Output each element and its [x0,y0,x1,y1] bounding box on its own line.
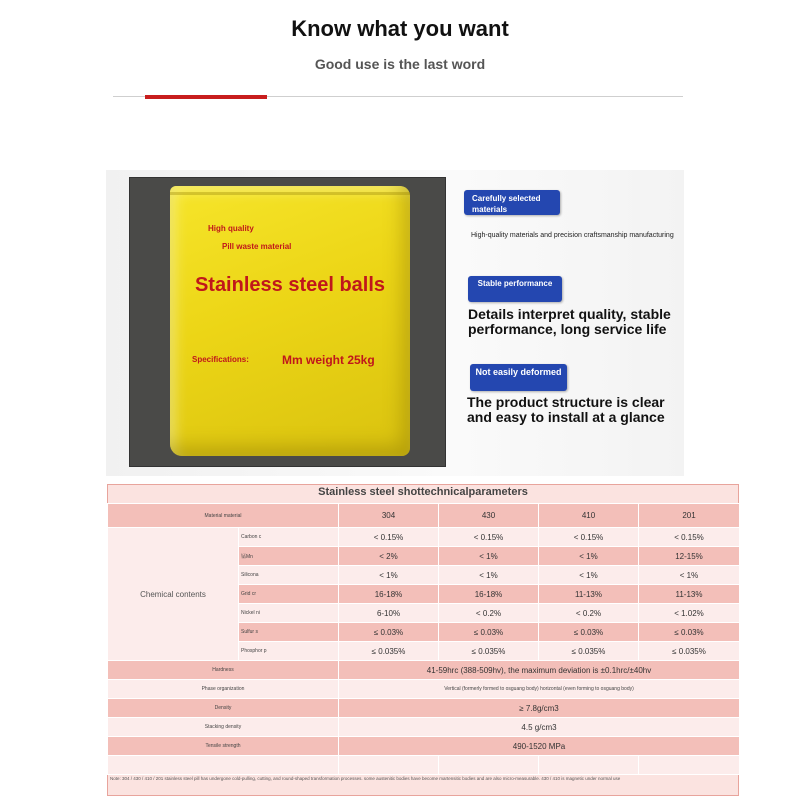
element-label: Grid cr [239,585,339,604]
feature-badge-materials: Carefully selected materials [464,190,560,215]
table-cell: ≤ 0.035% [339,642,439,661]
table-row [108,528,740,547]
table-cell: 16-18% [339,585,439,604]
property-value: ≥ 7.8g/cm3 [339,699,740,718]
element-label: Phosphor p [239,642,339,661]
page-title: Know what you want [291,16,509,41]
property-value: 41-59hrc (388-509hv), the maximum deviation is ±0.1hrc/±40hv [339,661,740,680]
property-value: Vertical (formerly formed to osguang body) horizontal (even forming to osguang body) [339,680,740,699]
table-cell: 11-13% [539,585,639,604]
bag-pill-waste: Pill waste material [222,242,292,251]
element-label: Sulfur s [239,623,339,642]
table-cell: 6-10% [339,604,439,623]
table-cell: < 0.15% [639,528,740,547]
element-label: Carbon c [239,528,339,547]
table-cell: < 1% [439,547,539,566]
table-row [108,718,740,737]
grade-201: 201 [639,504,740,528]
table-cell: 11-13% [639,585,740,604]
feature-badge-performance: Stable performance [468,276,562,302]
table-cell: < 1.02% [639,604,740,623]
feature-badge-deformed: Not easily deformed [470,364,567,391]
element-label: Nickel ni [239,604,339,623]
element-label: 锰Mn [239,547,339,566]
table-cell: < 1% [639,566,740,585]
feature-text-performance: Details interpret quality, stable performance, long service life [468,306,671,337]
property-label: Tensile strength [108,737,339,756]
table-cell: < 0.15% [539,528,639,547]
table-row [108,661,740,680]
bag-seam [170,192,410,195]
table-cell: ≤ 0.035% [439,642,539,661]
bag-high-quality: High quality [208,224,254,233]
table-cell: < 0.15% [339,528,439,547]
property-label: Hardness [108,661,339,680]
divider-accent [145,95,267,99]
bag-spec-label: Specifications: [192,355,249,364]
spec-table [107,503,740,775]
property-label: Phase organization [108,680,339,699]
element-label: Silicona [239,566,339,585]
yellow-bag [170,186,410,456]
property-label: Stacking density [108,718,339,737]
table-cell: < 2% [339,547,439,566]
table-cell: < 0.15% [439,528,539,547]
table-cell: 12-15% [639,547,740,566]
product-photo [129,177,446,467]
table-row [108,699,740,718]
table-cell: < 0.2% [539,604,639,623]
table-header-row [108,504,740,528]
table-note: Note: 304 / 430 / 410 / 201 stainless steel pill has undergone cold-pulling, cutting, and round-shaped transformation processes. some austenitic bodies have become martensitic bodies and are also micro-measurable. 430 / 410 is magnetic under normal use [110,776,621,781]
feature-text-materials: High-quality materials and precision craftsmanship manufacturing [471,232,674,239]
table-cell: ≤ 0.035% [539,642,639,661]
table-cell: ≤ 0.035% [639,642,740,661]
table-row-empty [108,756,740,775]
table-cell: ≤ 0.03% [439,623,539,642]
table-cell: < 0.2% [439,604,539,623]
grade-304: 304 [339,504,439,528]
chemical-contents-label: Chemical contents [108,528,239,661]
grade-410: 410 [539,504,639,528]
feature-text-deformed: The product structure is clear and easy to install at a glance [467,394,665,425]
spec-table-title: Stainless steel shottechnicalparameters [318,486,528,498]
table-row [108,737,740,756]
table-cell: ≤ 0.03% [339,623,439,642]
table-cell: < 1% [439,566,539,585]
grade-430: 430 [439,504,539,528]
table-cell: < 1% [539,547,639,566]
page-subtitle: Good use is the last word [314,56,486,72]
bag-product-name: Stainless steel balls [194,274,386,296]
table-cell: ≤ 0.03% [639,623,740,642]
property-value: 4.5 g/cm3 [339,718,740,737]
table-cell: < 1% [339,566,439,585]
table-row [108,680,740,699]
bag-weight: Mm weight 25kg [282,353,375,367]
table-cell: < 1% [539,566,639,585]
material-label: Material material [108,504,339,528]
table-cell: 16-18% [439,585,539,604]
property-value: 490-1520 MPa [339,737,740,756]
property-label: Density [108,699,339,718]
table-cell: ≤ 0.03% [539,623,639,642]
